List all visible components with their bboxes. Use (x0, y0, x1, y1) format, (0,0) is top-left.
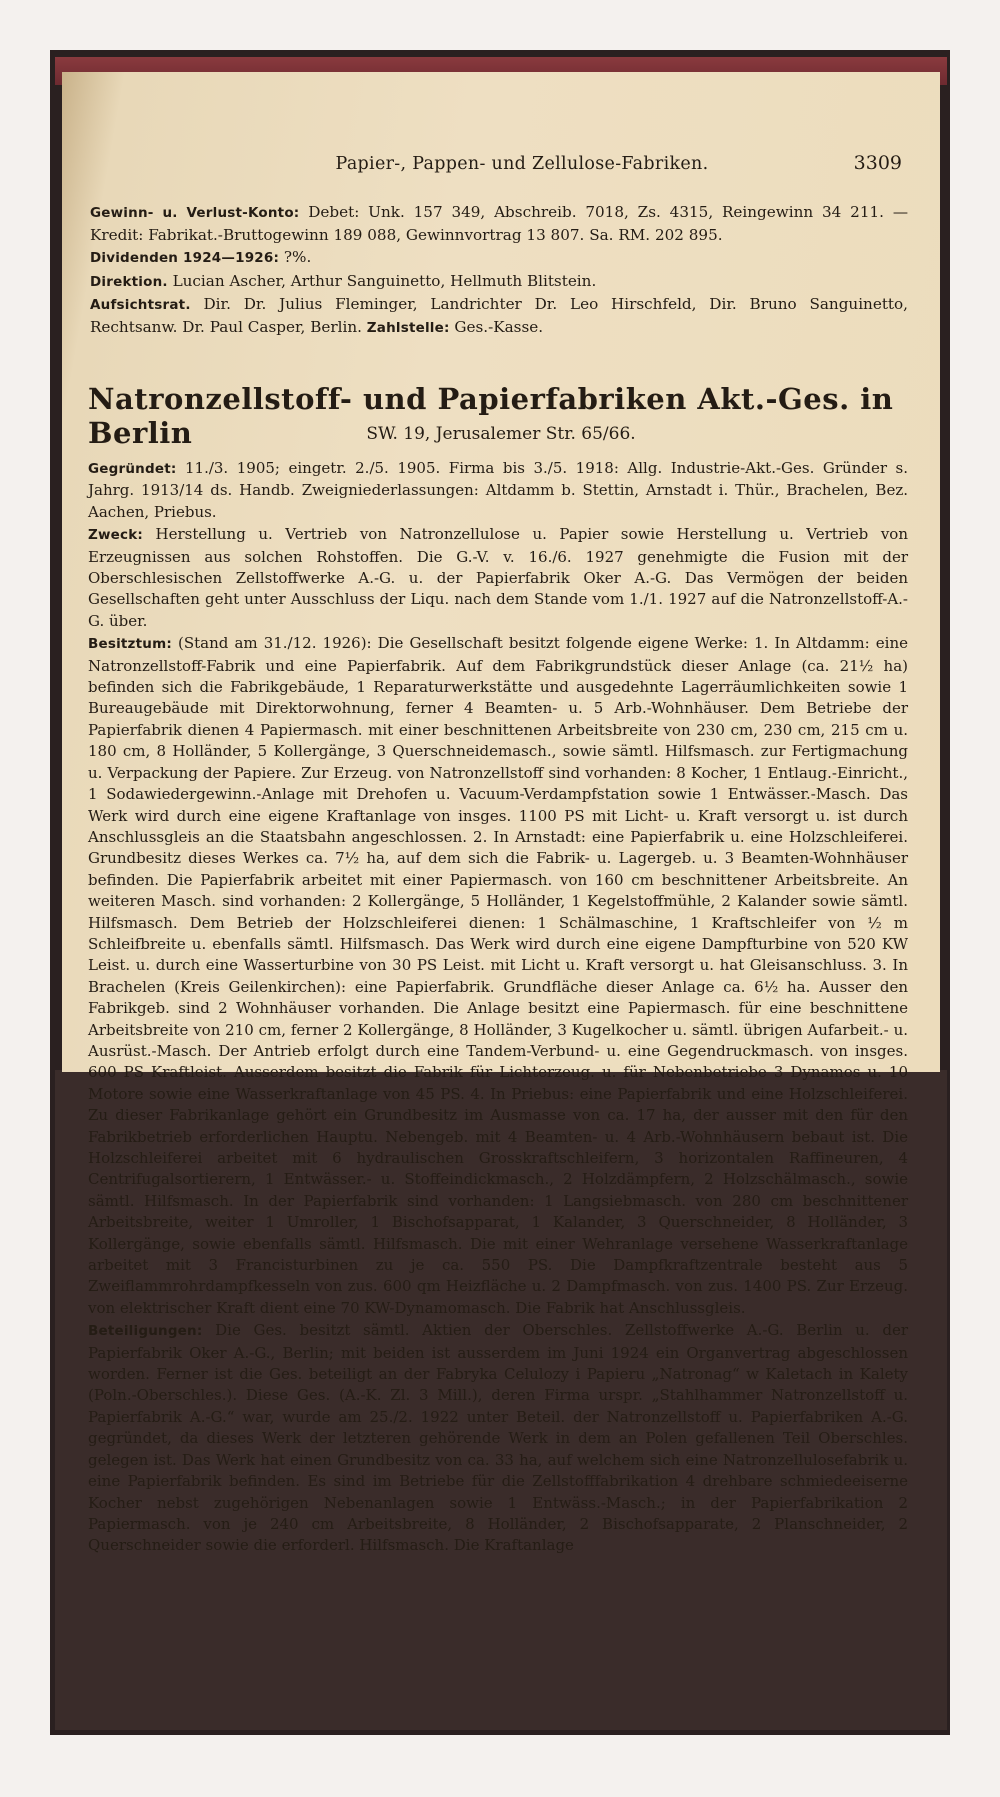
zahlstelle-text: Ges.-Kasse. (454, 317, 544, 336)
dividenden-text: ?%. (283, 248, 312, 266)
running-head: Papier-, Pappen- und Zellulose-Fabriken. (335, 154, 709, 174)
entry-body (88, 458, 908, 1558)
book-page (62, 72, 940, 1555)
zahlstelle-label: Zahlstelle: (366, 319, 450, 336)
direktion-paragraph (90, 271, 908, 294)
dividenden-paragraph (90, 247, 908, 270)
zweck-paragraph (88, 524, 908, 632)
gegruendet-paragraph (88, 458, 908, 523)
beteiligungen-label: Beteiligungen: (88, 1323, 203, 1340)
besitztum-paragraph (88, 633, 908, 1319)
entry-address: SW. 19, Jerusalemer Str. 65/66. (366, 424, 636, 444)
aufsichtsrat-label: Aufsichtsrat. (90, 297, 191, 313)
dividenden-label: Dividenden 1924—1926: (90, 250, 280, 266)
gegruendet-label: Gegründet: (88, 461, 177, 477)
besitztum-label: Besitztum: (88, 636, 172, 653)
page-number: 3309 (853, 152, 902, 174)
besitztum-text: (Stand am 31./12. 1926): Die Gesellschaft besitzt folgende eigene Werke: 1. In Altdamm: eine Natronzellstoff-Fabrik und eine Papierfabrik. Auf dem Fabrikgrundstück dieser Anlage (ca. 21½ ha) befinden sich die Fabrikgebäude, 1 Reparaturwerkstätte und ausgedehnte Lagerräumlichkeiten sowie 1 Bureaugebäude mit Direktorwohnung, ferner 4 Beamten- u. 5 Arb.-Wohnhäuser. Dem Betriebe der Papierfabrik dienen 4 Papiermasch. mit einer beschnittenen Arbeitsbreite von 230 cm, 230 cm, 215 cm u. 180 cm, 8 Holländer, 5 Kollergänge, 3 Querschneidemasch., sowie sämtl. Hilfsmasch. zur Fertigmachung u. Verpackung der Papiere. Zur Erzeug. von Natronzellstoff sind vorhanden: 8 Kocher, 1 Entlaug.-Einricht., 1 Sodawiedergewinn.-Anlage mit Drehofen u. Vacuum-Verdampfstation sowie 1 Entwässer.-Masch. Das Werk wird durch eine eigene Kraftanlage von insges. 1100 PS mit Licht- u. Kraft versorgt u. ist durch Anschlussgleis an die Staatsbahn angeschlossen. 2. In Arnstadt: eine Papierfabrik u. eine Holzschleiferei. Grundbesitz dieses Werkes ca. 7½ ha, auf dem sich die Fabrik- u. Lagergeb. u. 3 Beamten-Wohnhäuser befinden. Die Papierfabrik arbeitet mit einer Papiermasch. von 160 cm beschnittener Arbeitsbreite. An weiteren Masch. sind vorhanden: 2 Kollergänge, 5 Holländer, 1 Kegelstoffmühle, 2 Kalander sowie sämtl. Hilfsmasch. Dem Betrieb der Holzschleiferei dienen: 1 Schälmaschine, 1 Kraftschleifer von ½ m Schleifbreite u. ebenfalls sämtl. Hilfsmasch. Das Werk wird durch eine eigene Dampfturbine von 520 KW Leist. u. durch eine Wasserturbine von 30 PS Leist. mit Licht u. Kraft versorgt u. hat Gleisanschluss. 3. In Brachelen (Kreis Geilenkirchen): eine Papierfabrik. Grundfläche dieser Anlage ca. 6½ ha. Ausser den Fabrikgeb. sind 2 Wohnhäuser vorhanden. Die Anlage besitzt eine Papiermasch. für eine beschnittene Arbeitsbreite von 210 cm, ferner 2 Kollergänge, 8 Holländer, 3 Kugelkocher u. sämtl. übrigen Aufarbeit.- u. Ausrüst.-Masch. Der Antrieb erfolgt durch eine Tandem-Verbund- u. eine Gegendruckmasch. von insges. 600 PS Kraftleist. Ausserdem besitzt die Fabrik für Lichterzeug. u. für Nebenbetriebe 3 Dynamos u. 10 Motore sowie eine Wasserkraftanlage von 45 PS. 4. In Priebus: eine Papierfabrik und eine Holzschleiferei. Zu dieser Fabrikanlage gehört ein Grundbesitz im Ausmasse von ca. 17 ha, der ausser mit den für den Fabrikbetrieb erforderlichen Hauptu. Nebengeb. mit 4 Beamten- u. 4 Arb.-Wohnhäusern bebaut ist. Die Holzschleiferei arbeitet mit 6 hydraulischen Grosskraftschleifern, 3 horizontalen Raffineuren, 4 Centrifugalsortierern, 1 Entwässer.- u. Stoffeindickmasch., 2 Holzdämpfern, 2 Holzschälmasch., sowie sämtl. Hilfsmasch. In der Papierfabrik sind vorhanden: 1 Langsiebmasch. von 280 cm beschnittener Arbeitsbreite, weiter 1 Umroller, 1 Bischofsapparat, 1 Kalander, 3 Querschneider, 8 Holländer, 3 Kollergänge, sowie ebenfalls sämtl. Hilfsmasch. Die mit einer Wehranlage versehene Wasserkraftanlage arbeitet mit 3 Francisturbinen zu je ca. 550 PS. Die Dampfkraftzentrale besteht aus 5 Zweiflammrohrdampfkesseln von zus. 600 qm Heizfläche u. 2 Dampfmasch. von zus. 1400 PS. Zur Erzeug. von elektrischer Kraft dient eine 70 KW-Dynamomasch. Die Fabrik hat Anschlussgleis. (88, 634, 908, 1317)
aufsichtsrat-paragraph (90, 294, 908, 339)
gewinn-text: Debet: Unk. 157 349, Abschreib. 7018, Zs. 4315, Reingewinn 34 211. — Kredit: Fabrikat.-Bruttogewinn 189 088, Gewinnvortrag 13 807. Sa. RM. 202 895. (90, 203, 909, 244)
gegruendet-text: 11./3. 1905; eingetr. 2./5. 1905. Firma bis 3./5. 1918: Allg. Industrie-Akt.-Ges. Gründer s. Jahrg. 1913/14 ds. Handb. Zweigniederlassungen: Altdamm b. Stettin, Arnstadt i. Thür., Brachelen, Bez. Aachen, Priebus. (88, 459, 908, 521)
gewinn-paragraph (90, 202, 908, 246)
direktion-label: Direktion. (90, 273, 168, 290)
zweck-label: Zweck: (88, 527, 143, 544)
zweck-text: Herstellung u. Vertrieb von Natronzellulose u. Papier sowie Herstellung u. Vertrieb von Erzeugnissen aus solchen Rohstoffen. Die G.-V. v. 16./6. 1927 genehmigte die Fusion mit der Oberschlesischen Zellstoffwerke A.-G. u. der Papierfabrik Oker A.-G. Das Vermögen der beiden Gesellschaften geht unter Ausschluss der Liqu. nach dem Stande vom 1./1. 1927 auf die Natronzellstoff-A.-G. über. (88, 525, 908, 630)
beteiligungen-text: Die Ges. besitzt sämtl. Aktien der Oberschles. Zellstoffwerke A.-G. Berlin u. der Papierfabrik Oker A.-G., Berlin; mit beiden ist ausserdem im Juni 1924 ein Organvertrag abgeschlossen worden. Ferner ist die Ges. beteiligt an der Fabryka Celulozy i Papieru „Natronag“ w Kaletach in Kalety (Poln.-Oberschles.). Diese Ges. (A.-K. Zl. 3 Mill.), deren Firma urspr. „Stahlhammer Natronzellstoff u. Papierfabrik A.-G.“ war, wurde am 25./2. 1922 unter Beteil. der Natronzellstoff u. Papierfabriken A.-G. gegründet, da dieses Werk der letzteren gehörende Werk in dem an Polen gefallenen Teil Oberschles. gelegen ist. Das Werk hat einen Grundbesitz von ca. 33 ha, auf welchem sich eine Natronzellulosefabrik u. eine Papierfabrik befinden. Es sind im Betriebe für die Zellstofffabrikation 4 drehbare schmiedeeiserne Kocher nebst zugehörigen Nebenanlagen sowie 1 Entwäss.-Masch.; in der Papierfabrikation 2 Papiermasch. von je 240 cm Arbeitsbreite, 8 Holländer, 2 Bischofsapparate, 2 Planschneider, 2 Querschneider sowie die erforderl. Hilfsmasch. Die Kraftanlage (88, 1321, 909, 1555)
beteiligungen-paragraph (88, 1320, 908, 1556)
aufsichtsrat-text: Dir. Dr. Julius Fleminger, Landrichter Dr. Leo Hirschfeld, Dir. Bruno Sanguinetto, Rechtsanw. Dr. Paul Casper, Berlin. (90, 295, 909, 336)
entry-title: Natronzellstoff- und Papierfabriken Akt.-Ges. in Berlin (88, 382, 894, 450)
gewinn-label: Gewinn- u. Verlust-Konto: (90, 205, 300, 221)
previous-entry (90, 202, 908, 340)
direktion-text: Lucian Ascher, Arthur Sanguinetto, Hellmuth Blitstein. (172, 271, 597, 290)
